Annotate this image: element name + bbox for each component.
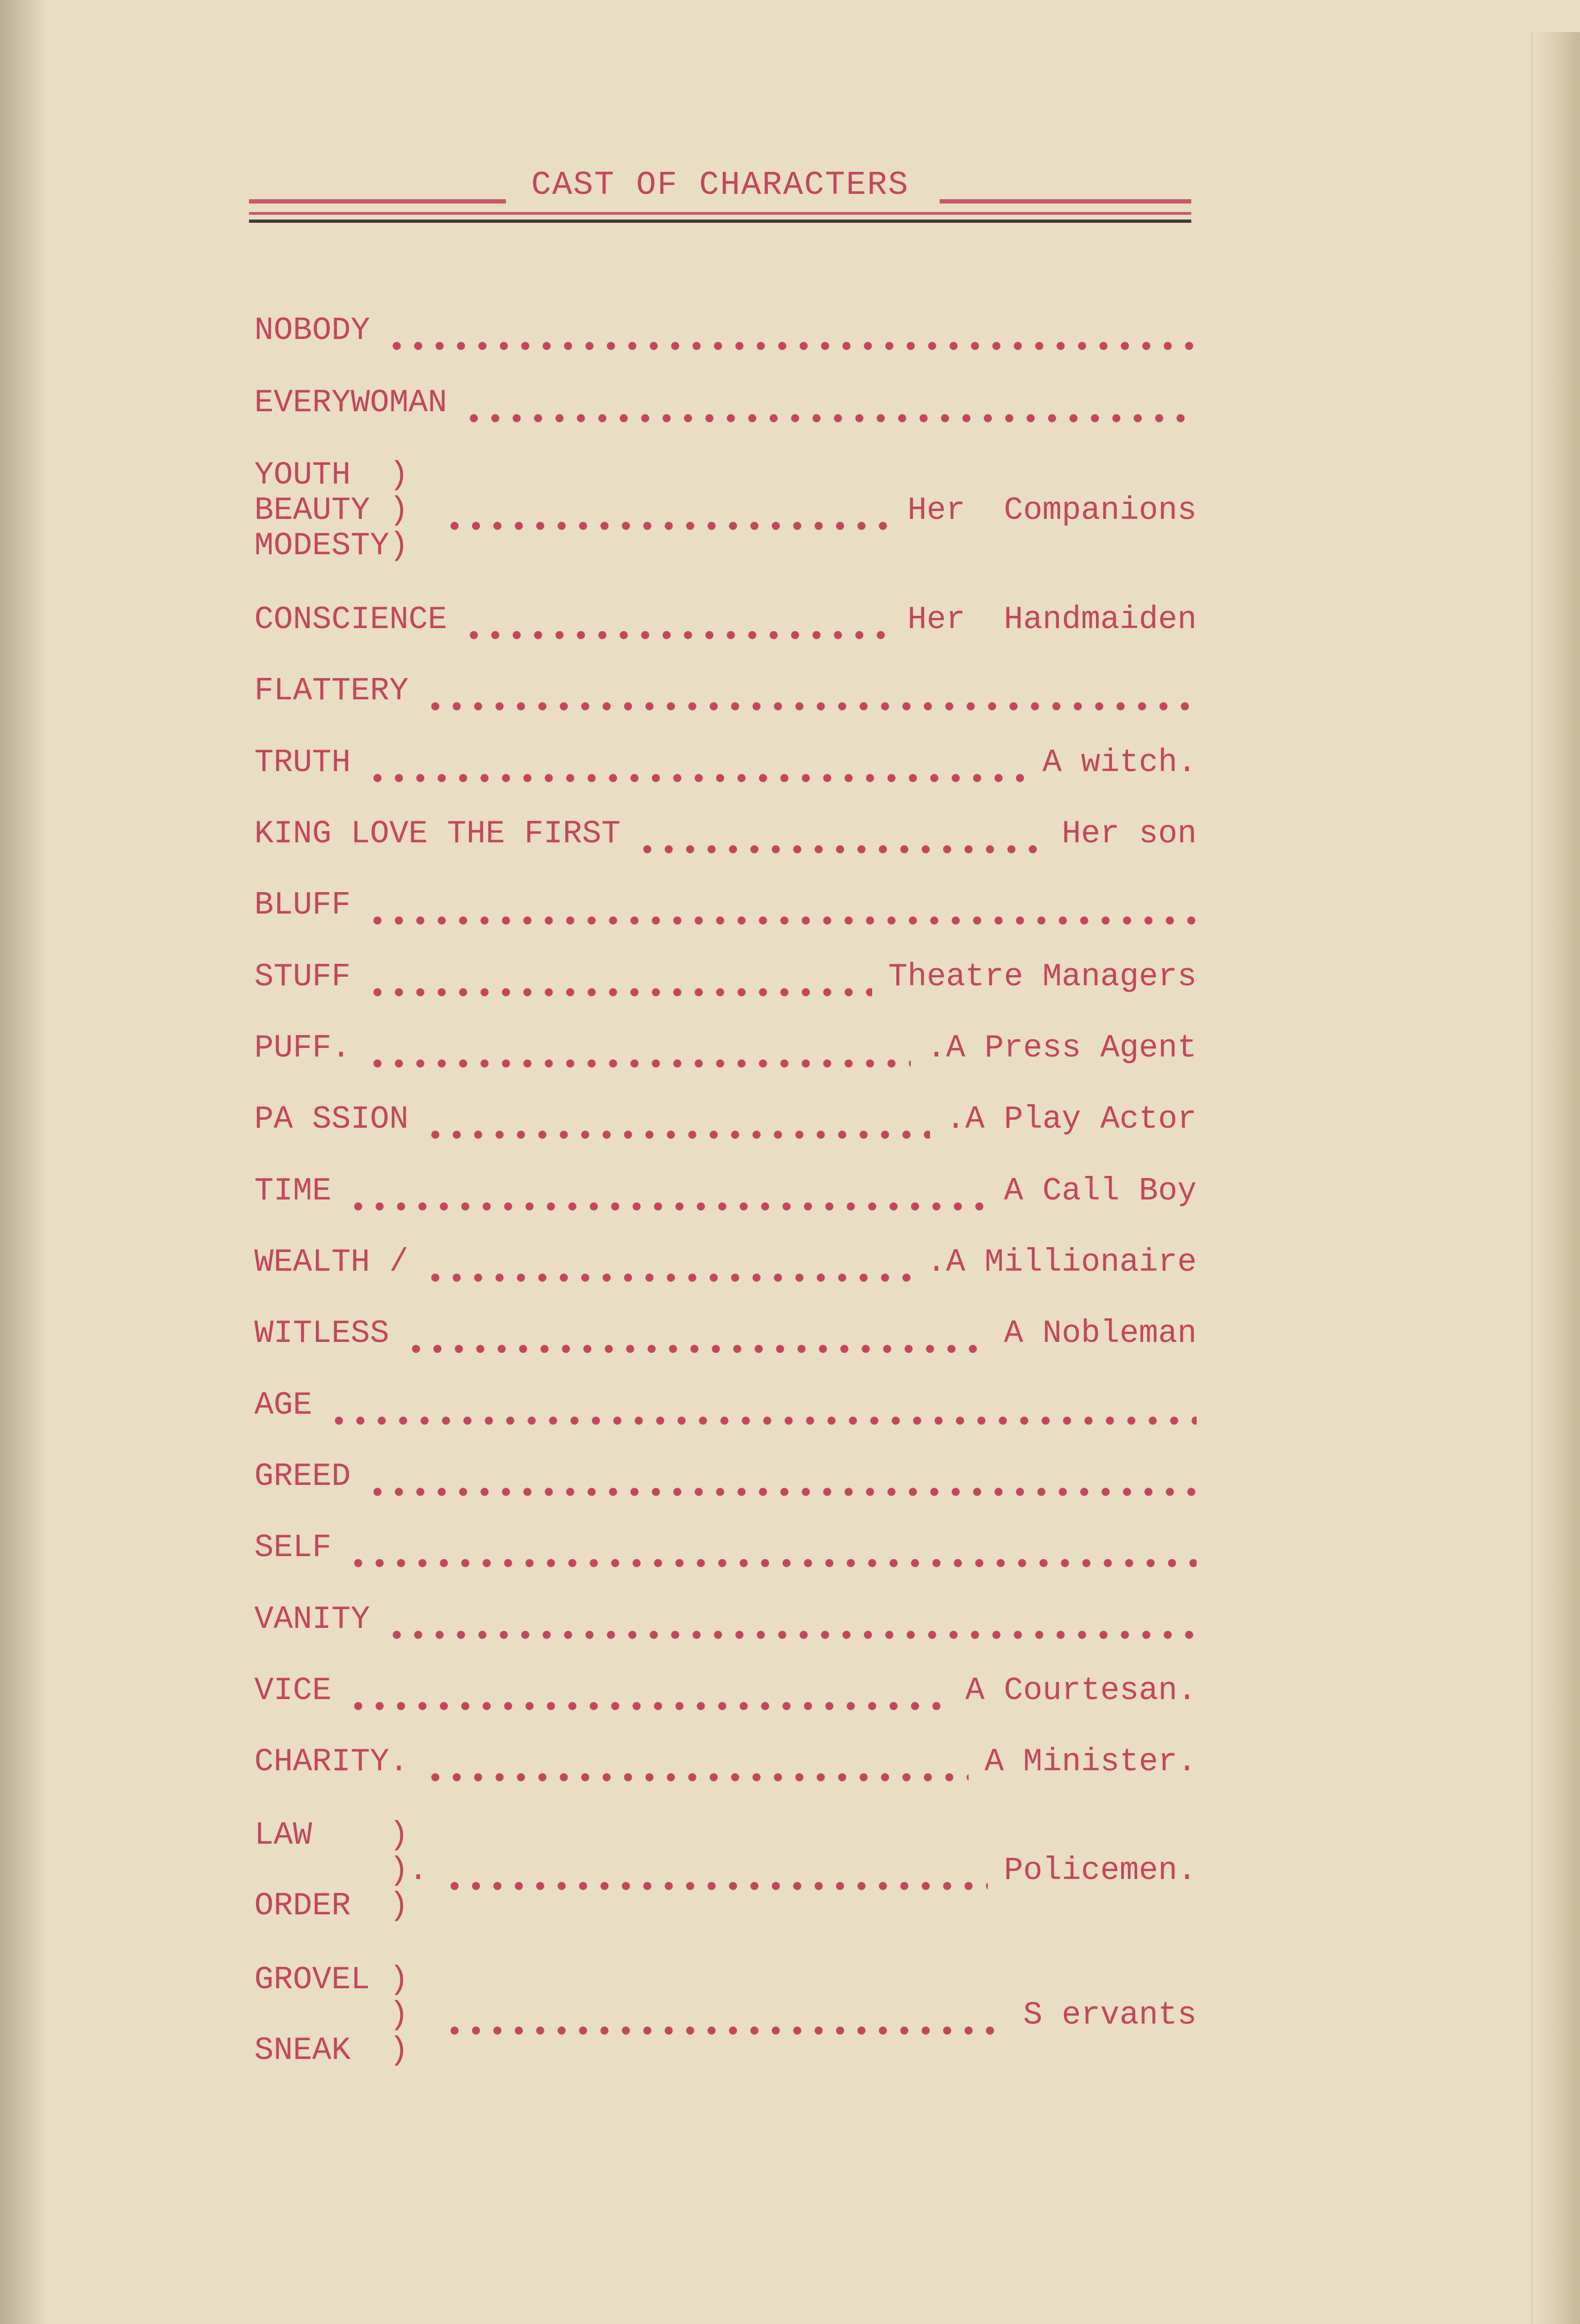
cast-name-line: GREED bbox=[254, 1459, 351, 1495]
cast-name bbox=[254, 1963, 409, 2069]
dot-leader bbox=[367, 897, 1197, 933]
cast-name-line: ). bbox=[254, 1853, 428, 1889]
cast-name bbox=[254, 458, 409, 564]
title-underline-dark bbox=[249, 220, 1191, 223]
cast-name bbox=[254, 1530, 331, 1566]
cast-name-line: BLUFF bbox=[254, 887, 351, 924]
cast-name bbox=[254, 817, 621, 852]
cast-name-line: KING LOVE THE FIRST bbox=[254, 816, 621, 852]
cast-role: .A Press Agent bbox=[926, 1030, 1197, 1067]
cast-name bbox=[254, 1602, 370, 1638]
cast-name-line: TIME bbox=[254, 1173, 332, 1210]
cast-role: Her Handmaiden bbox=[907, 602, 1197, 638]
cast-name-line: VICE bbox=[254, 1673, 332, 1709]
cast-name bbox=[254, 1673, 331, 1709]
dot-leader bbox=[463, 395, 1197, 431]
cast-name-line: EVERYWOMAN bbox=[254, 385, 448, 421]
cast-role: Theatre Managers bbox=[888, 959, 1197, 995]
cast-name-line: SELF bbox=[254, 1530, 332, 1566]
cast-name bbox=[254, 313, 370, 349]
cast-name-line: PUFF. bbox=[254, 1030, 351, 1067]
cast-name bbox=[254, 1388, 312, 1423]
cast-name-line: AGE bbox=[254, 1387, 313, 1424]
cast-name-line: WITLESS bbox=[254, 1316, 390, 1352]
cast-name bbox=[254, 1174, 331, 1209]
cast-name-line: WEALTH / bbox=[254, 1244, 409, 1281]
cast-role: Policemen. bbox=[1003, 1853, 1197, 1889]
cast-role: S ervants bbox=[1023, 1997, 1197, 2034]
dot-leader bbox=[328, 1398, 1197, 1433]
cast-name-line: STUFF bbox=[254, 959, 351, 995]
cast-name bbox=[254, 1102, 409, 1137]
cast-name-line: TRUTH bbox=[254, 745, 351, 781]
dot-leader bbox=[425, 683, 1197, 719]
cast-name bbox=[254, 1031, 351, 1066]
cast-name-line: SNEAK ) bbox=[254, 2033, 409, 2069]
cast-name-line: ) bbox=[254, 1997, 409, 2034]
cast-name-line: NOBODY bbox=[254, 313, 371, 349]
cast-name-line: CONSCIENCE bbox=[254, 602, 448, 638]
cast-name-line: CHARITY. bbox=[254, 1744, 409, 1780]
cast-name bbox=[254, 674, 409, 709]
title-rule-right bbox=[940, 199, 1191, 203]
cast-name-line: LAW ) bbox=[254, 1817, 409, 1854]
cast-role: A Call Boy bbox=[1003, 1173, 1197, 1210]
cast-name bbox=[254, 1459, 351, 1495]
binding-shadow bbox=[0, 0, 46, 2324]
cast-name bbox=[254, 386, 447, 421]
cast-role: A witch. bbox=[1042, 745, 1197, 781]
heading-block bbox=[249, 166, 1191, 230]
cast-role: .A Millionaire bbox=[926, 1244, 1197, 1281]
cast-name bbox=[254, 1316, 389, 1352]
cast-name-line: MODESTY) bbox=[254, 528, 409, 564]
cast-role: .A Play Actor bbox=[946, 1101, 1197, 1138]
cast-name bbox=[254, 1745, 409, 1780]
dot-leader bbox=[386, 1612, 1197, 1647]
dot-leader bbox=[386, 323, 1197, 358]
cast-name-line: GROVEL ) bbox=[254, 1962, 409, 1998]
cast-name-line: PA SSION bbox=[254, 1101, 409, 1138]
cast-name bbox=[254, 1818, 428, 1924]
title-underline-red bbox=[249, 212, 1191, 215]
cast-name-line: VANITY bbox=[254, 1602, 371, 1638]
cast-role: A Nobleman bbox=[1003, 1316, 1197, 1352]
cast-name bbox=[254, 745, 351, 781]
cast-name-line: FLATTERY bbox=[254, 673, 409, 710]
dot-leader bbox=[347, 1540, 1197, 1575]
cast-name-line: ORDER ) bbox=[254, 1888, 409, 1925]
title-rule-left bbox=[249, 199, 506, 203]
cast-name-line: YOUTH ) bbox=[254, 457, 409, 494]
cast-name bbox=[254, 888, 351, 923]
cast-name bbox=[254, 960, 351, 995]
cast-role: A Courtesan. bbox=[965, 1673, 1197, 1709]
cast-name bbox=[254, 602, 447, 638]
cast-role: A Minister. bbox=[984, 1744, 1197, 1780]
cast-role: Her son bbox=[1061, 816, 1197, 852]
cast-name-line: BEAUTY ) bbox=[254, 493, 409, 529]
page-edge bbox=[1531, 32, 1580, 2324]
cast-role: Her Companions bbox=[907, 493, 1197, 529]
page-title: CAST OF CHARACTERS bbox=[531, 166, 909, 204]
cast-name bbox=[254, 1245, 409, 1280]
dot-leader bbox=[367, 1469, 1197, 1504]
